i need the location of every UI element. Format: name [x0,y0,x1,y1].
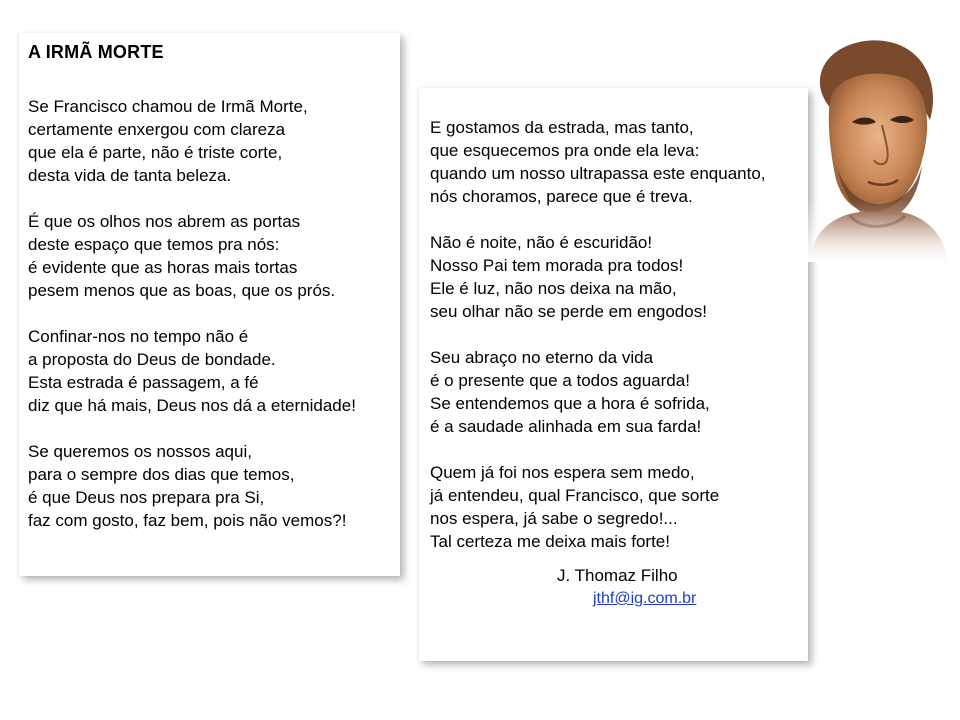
poem-line: Se entendemos que a hora é sofrida, [430,394,710,413]
poem-line: Seu abraço no eterno da vida [430,348,654,367]
poem-line: deste espaço que temos pra nós: [28,235,280,254]
poem-line: para o sempre dos dias que temos, [28,465,295,484]
poem-line: faz com gosto, faz bem, pois não vemos?! [28,511,347,530]
poem-line: Ele é luz, não nos deixa na mão, [430,279,677,298]
poem-line: quando um nosso ultrapassa este enquanto, [430,164,766,183]
poem-line: é evidente que as horas mais tortas [28,258,298,277]
stanza [430,116,766,208]
poem-title: A IRMÃ MORTE [28,42,164,62]
author-signature: J. Thomaz Filho [557,566,678,585]
poem-line: É que os olhos nos abrem as portas [28,212,301,231]
stanza [28,95,356,187]
poem-line: nos espera, já sabe o segredo!... [430,509,678,528]
poem-column-left [28,95,356,555]
poem-line: já entendeu, qual Francisco, que sorte [430,486,720,505]
poem-line: é a saudade alinhada em sua farda! [430,417,702,436]
poem-line: é que Deus nos prepara pra Si, [28,488,265,507]
poem-line: que ela é parte, não é triste corte, [28,143,283,162]
poem-line: Se queremos os nossos aqui, [28,442,252,461]
poem-line: que esquecemos pra onde ela leva: [430,141,700,160]
poem-line: seu olhar não se perde em engodos! [430,302,707,321]
poem-line: Confinar-nos no tempo não é [28,327,249,346]
poem-line: é o presente que a todos aguarda! [430,371,690,390]
poem-line: pesem menos que as boas, que os prós. [28,281,336,300]
poem-line: Nosso Pai tem morada pra todos! [430,256,684,275]
poem-line: Se Francisco chamou de Irmã Morte, [28,97,308,116]
poem-line: diz que há mais, Deus nos dá a eternidade! [28,396,356,415]
poem-line: Tal certeza me deixa mais forte! [430,532,670,551]
poem-line: E gostamos da estrada, mas tanto, [430,118,694,137]
saint-francis-portrait-icon [790,30,950,262]
stanza [28,440,356,532]
stanza [28,325,356,417]
poem-line: certamente enxergou com clareza [28,120,286,139]
stanza [28,210,356,302]
stanza [430,461,766,553]
poem-line: Esta estrada é passagem, a fé [28,373,259,392]
stanza [430,346,766,438]
poem-line: Não é noite, não é escuridão! [430,233,653,252]
poem-line: nós choramos, parece que é treva. [430,187,693,206]
stanza [430,231,766,323]
poem-line: desta vida de tanta beleza. [28,166,232,185]
poem-column-right [430,116,766,576]
poem-line: Quem já foi nos espera sem medo, [430,463,695,482]
poem-line: a proposta do Deus de bondade. [28,350,276,369]
author-email-link[interactable]: jthf@ig.com.br [593,590,697,607]
